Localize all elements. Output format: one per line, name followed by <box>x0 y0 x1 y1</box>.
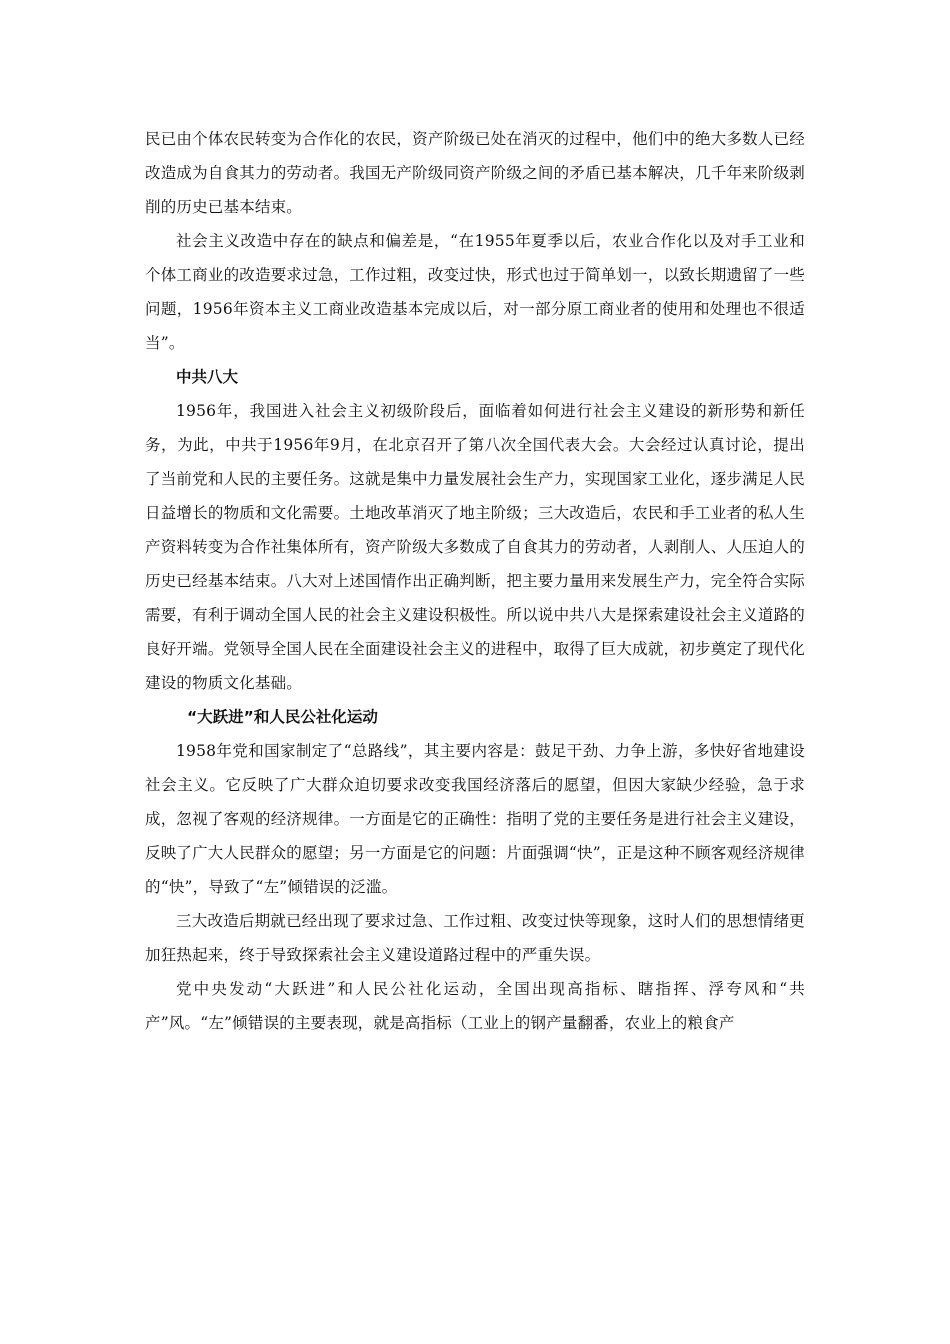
paragraph-late-reform: 三大改造后期就已经出现了要求过急、工作过粗、改变过快等现象，这时人们的思想情绪更加狂热起来，终于导致探索社会主义建设道路过程中的严重失误。 <box>145 912 805 964</box>
paragraph-general-line: 1958年党和国家制定了“总路线”，其主要内容是：鼓足干劲、力争上游，多快好省地建设社会主义。它反映了广大群众迫切要求改变我国经济落后的愿望，但因大家缺少经验，急于求成，忽视了客观的经济规律。一方面是它的正确性：指明了党的主要任务是进行社会主义建设，反映了广大人民群众的愿望；另一方面是它的问题：片面强调“快”，正是这种不顾客观经济规律的“快”，导致了“左”倾错误的泛滥。 <box>145 742 805 896</box>
paragraph-continuation: 民已由个体农民转变为合作化的农民，资产阶级已处在消灭的过程中，他们中的绝大多数人已经改造成为自食其力的劳动者。我国无产阶级同资产阶级之间的矛盾已基本解决，几千年来阶级剥削的历史已基本结束。 <box>145 130 805 216</box>
paragraph-reform-shortcomings: 社会主义改造中存在的缺点和偏差是，“在1955年夏季以后，农业合作化以及对手工业和个体工商业的改造要求过急，工作过粗，改变过快，形式也过于简单划一，以致长期遗留了一些问题，1956年资本主义工商业改造基本完成以后，对一部分原工商业者的使用和处理也不很适当”。 <box>145 232 805 352</box>
section-heading-great-leap: “大跃进”和人民公社化运动 <box>187 708 378 726</box>
paragraph-eighth-congress: 1956年，我国进入社会主义初级阶段后，面临着如何进行社会主义建设的新形势和新任务，为此，中共于1956年9月，在北京召开了第八次全国代表大会。大会经过认真讨论，提出了当前党和人民的主要任务。这就是集中力量发展社会生产力，实现国家工业化，逐步满足人民日益增长的物质和文化需要。土地改革消灭了地主阶级；三大改造后，农民和手工业者的私人生产资料转变为合作社集体所有，资产阶级大多数成了自食其力的劳动者，人剥削人、人压迫人的历史已经基本结束。八大对上述国情作出正确判断，把主要力量用来发展生产力，完全符合实际需要，有利于调动全国人民的社会主义建设积极性。所以说中共八大是探索建设社会主义道路的良好开端。党领导全国人民在全面建设社会主义的进程中，取得了巨大成就，初步奠定了现代化建设的物质文化基础。 <box>145 402 805 692</box>
paragraph-great-leap-movement: 党中央发动“大跃进”和人民公社化运动，全国出现高指标、瞎指挥、浮夸风和“共产”风。“左”倾错误的主要表现，就是高指标（工业上的钢产量翻番，农业上的粮食产 <box>145 980 805 1032</box>
document-body <box>145 122 805 1040</box>
section-heading-eighth-congress: 中共八大 <box>176 368 239 386</box>
